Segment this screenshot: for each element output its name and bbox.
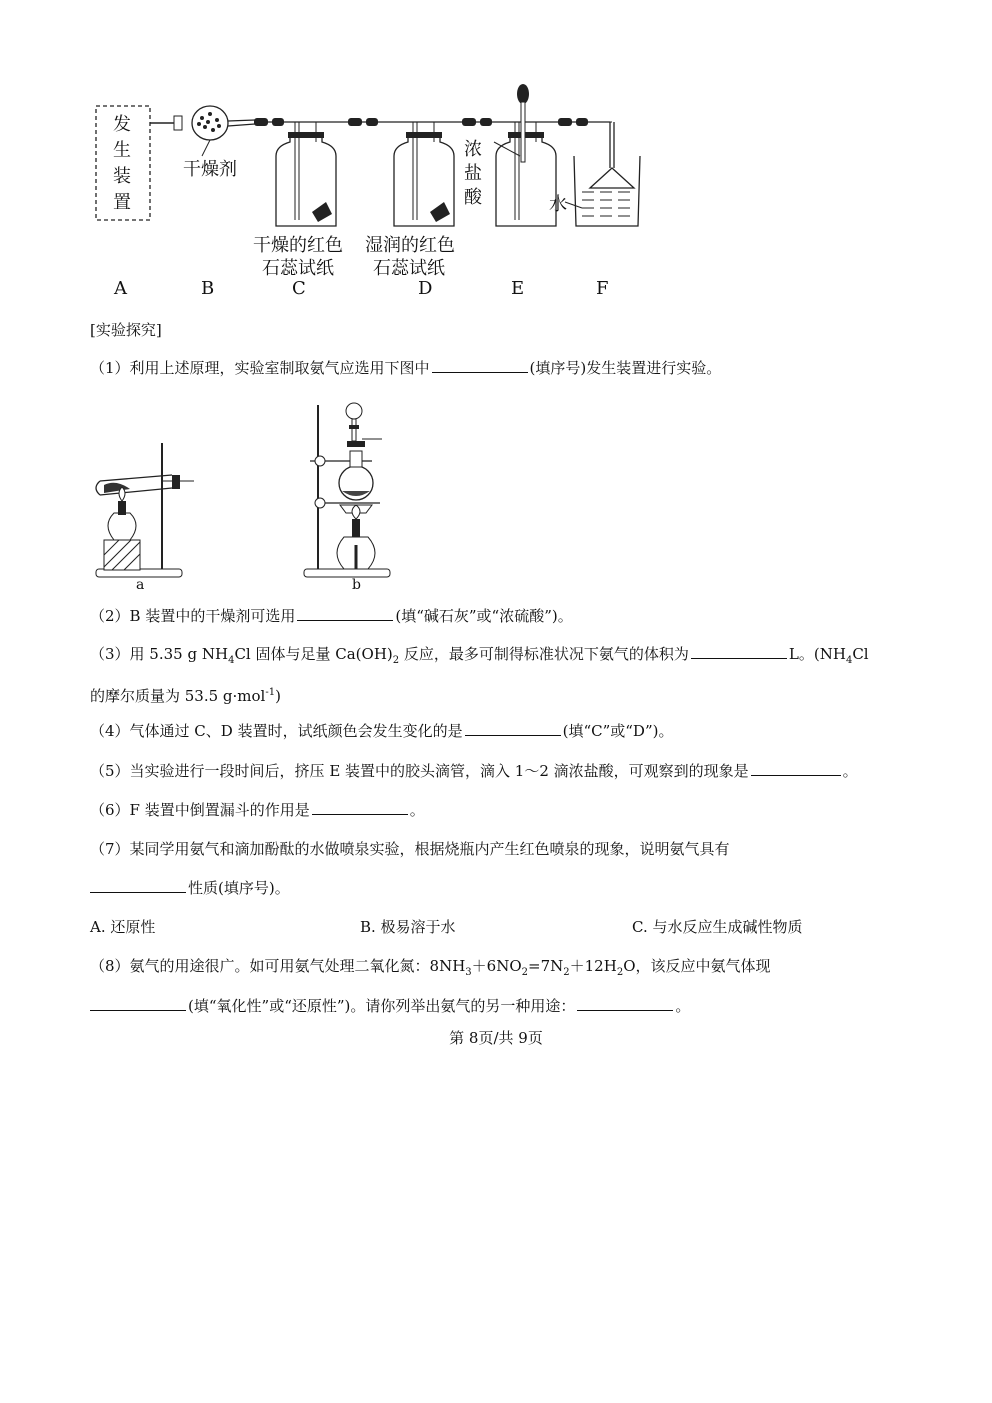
q8-line2-text: (填“氧化性”或“还原性”)。请你列举出氨气的另一种用途： [188, 997, 576, 1015]
q7-blank[interactable] [90, 878, 186, 893]
q2-text: （2）B 装置中的干燥剂可选用 [90, 607, 296, 625]
q3-sub2: 2 [392, 655, 400, 666]
question-3 [90, 644, 869, 671]
generator-label: 发生装置 [113, 114, 131, 213]
c-label-line2: 石蕊试纸 [262, 258, 334, 279]
apparatus-figure [90, 80, 650, 300]
d-label-line1: 湿润的红色 [365, 235, 455, 256]
acid-label: 浓盐酸 [464, 139, 482, 208]
q3-blank[interactable] [691, 644, 787, 659]
q3-superscript: -1 [265, 687, 276, 698]
section-title: [实验探究] [90, 321, 162, 339]
q3-part1: （3）用 5.35 g NH [90, 645, 229, 663]
question-6 [90, 800, 425, 820]
q8-part3: =7N [528, 957, 564, 975]
q8-part5: O，该反应中氨气体现 [623, 957, 771, 975]
q2-after: (填“碱石灰”或“浓硫酸”)。 [395, 607, 573, 625]
q3-line2-end: ) [275, 687, 281, 705]
q5-blank[interactable] [751, 761, 841, 776]
q3-sub3: 4 [845, 655, 853, 666]
q4-after: (填“C”或“D”)。 [562, 722, 674, 740]
question-2 [90, 606, 573, 626]
q8-part1: （8）氨气的用途很广。如可用氨气处理二氧化氮：8NH [90, 957, 466, 975]
option-a[interactable]: A. 还原性 [90, 918, 156, 936]
q1-text: （1）利用上述原理，实验室制取氨气应选用下图中 [90, 359, 430, 377]
q1-after: (填序号)发生装置进行实验。 [529, 359, 722, 377]
q8-sub4: 2 [616, 967, 624, 978]
letter-d: D [418, 278, 433, 299]
q8-sub2: 2 [521, 967, 529, 978]
option-b[interactable]: B. 极易溶于水 [360, 918, 456, 936]
q8-sub1: 3 [465, 967, 472, 978]
q8-part4: ＋12H [569, 957, 617, 975]
q3-part4: L。(NH [788, 645, 846, 663]
q3-part5: Cl [852, 645, 869, 663]
q2-blank[interactable] [297, 606, 393, 621]
q8-line2-end: 。 [675, 997, 691, 1015]
q8-blank-1[interactable] [90, 996, 186, 1011]
q4-blank[interactable] [465, 721, 561, 736]
setup-figure [90, 395, 400, 595]
q6-after: 。 [409, 801, 425, 819]
q6-text: （6）F 装置中倒置漏斗的作用是 [90, 801, 310, 819]
label-b: b [352, 577, 361, 593]
letter-e: E [511, 278, 525, 299]
q8-blank-2[interactable] [577, 996, 673, 1011]
q4-text: （4）气体通过 C、D 装置时，试纸颜色会发生变化的是 [90, 722, 463, 740]
setup-drawing [90, 395, 400, 595]
q8-part2: ＋6NO [471, 957, 522, 975]
question-4 [90, 721, 673, 741]
q3-part2: Cl 固体与足量 Ca(OH) [234, 645, 393, 663]
question-5 [90, 761, 858, 781]
c-label-line1: 干燥的红色 [253, 235, 343, 256]
water-label: 水 [549, 194, 567, 215]
q5-after: 。 [842, 762, 858, 780]
q3-part3: 反应，最多可制得标准状况下氨气的体积为 [399, 645, 689, 663]
letter-f: F [596, 278, 609, 299]
q7-after: 性质(填序号)。 [188, 879, 290, 897]
q1-blank[interactable] [432, 358, 528, 373]
option-c[interactable]: C. 与水反应生成碱性物质 [632, 918, 803, 936]
page-footer: 第 8页/共 9页 [449, 1029, 543, 1047]
label-a: a [136, 577, 145, 593]
question-8-line2 [90, 996, 690, 1016]
q6-blank[interactable] [312, 800, 408, 815]
question-7-line2 [90, 878, 290, 898]
question-1 [90, 358, 721, 378]
desiccant-label: 干燥剂 [183, 159, 237, 180]
q3-line2-text: 的摩尔质量为 53.5 g·mol [90, 687, 266, 705]
question-7: （7）某同学用氨气和滴加酚酞的水做喷泉实验，根据烧瓶内产生红色喷泉的现象，说明氨气具有 [90, 840, 730, 858]
question-3-line2 [90, 683, 281, 706]
d-label-line2: 石蕊试纸 [373, 258, 445, 279]
q3-sub1: 4 [228, 655, 235, 666]
question-8 [90, 956, 771, 983]
q5-text: （5）当实验进行一段时间后，挤压 E 装置中的胶头滴管，滴入 1～2 滴浓盐酸，可观察到的现象是 [90, 762, 749, 780]
letter-c: C [292, 278, 306, 299]
letter-b: B [201, 278, 215, 299]
letter-a: A [114, 278, 127, 299]
q8-sub3: 2 [563, 967, 570, 978]
